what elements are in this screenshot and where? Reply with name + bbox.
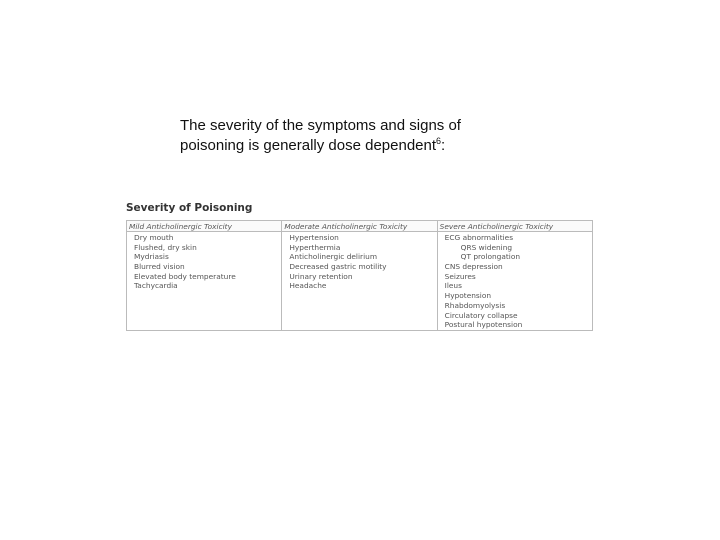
table-title: Severity of Poisoning bbox=[126, 202, 253, 214]
list-item: Postural hypotension bbox=[444, 320, 523, 330]
list-item: Urinary retention bbox=[289, 271, 353, 281]
reference-superscript: 6 bbox=[436, 136, 442, 146]
header-mild: Mild Anticholinergic Toxicity bbox=[127, 221, 282, 232]
list-subitem: QT prolongation bbox=[460, 252, 521, 262]
mild-cell bbox=[127, 232, 282, 331]
list-subitem: QRS widening bbox=[460, 242, 513, 252]
intro-colon: : bbox=[441, 137, 446, 154]
list-item: Circulatory collapse bbox=[444, 310, 518, 320]
list-item: ECG abnormalities bbox=[444, 233, 514, 242]
list-item: Decreased gastric motility bbox=[289, 262, 387, 272]
header-severe: Severe Anticholinergic Toxicity bbox=[437, 221, 592, 232]
header-moderate: Moderate Anticholinergic Toxicity bbox=[282, 221, 437, 232]
list-item: Ileus bbox=[444, 281, 462, 291]
list-item: Blurred vision bbox=[134, 262, 185, 272]
list-item: Flushed, dry skin bbox=[134, 242, 197, 252]
list-item: Tachycardia bbox=[134, 281, 178, 291]
intro-text bbox=[180, 116, 540, 156]
list-item: Hyperthermia bbox=[289, 242, 341, 252]
severe-cell bbox=[437, 232, 592, 331]
list-item: Rhabdomyolysis bbox=[444, 300, 506, 310]
header-row bbox=[127, 221, 593, 232]
intro-line-1: The severity of the symptoms and signs of bbox=[180, 117, 461, 134]
moderate-cell bbox=[282, 232, 437, 331]
intro-line-2: poisoning is generally dose dependent bbox=[180, 137, 437, 154]
list-item: Dry mouth bbox=[134, 233, 174, 242]
severity-table bbox=[126, 220, 593, 331]
table-row bbox=[127, 232, 593, 331]
list-item: CNS depression bbox=[444, 262, 503, 272]
list-item: Hypertension bbox=[289, 233, 339, 242]
list-item: Seizures bbox=[444, 271, 476, 281]
list-item: Hypotension bbox=[444, 291, 492, 301]
list-item: Headache bbox=[289, 281, 327, 291]
list-item: Mydriasis bbox=[134, 252, 169, 262]
list-item: Anticholinergic delirium bbox=[289, 252, 378, 262]
list-item: Elevated body temperature bbox=[134, 271, 236, 281]
